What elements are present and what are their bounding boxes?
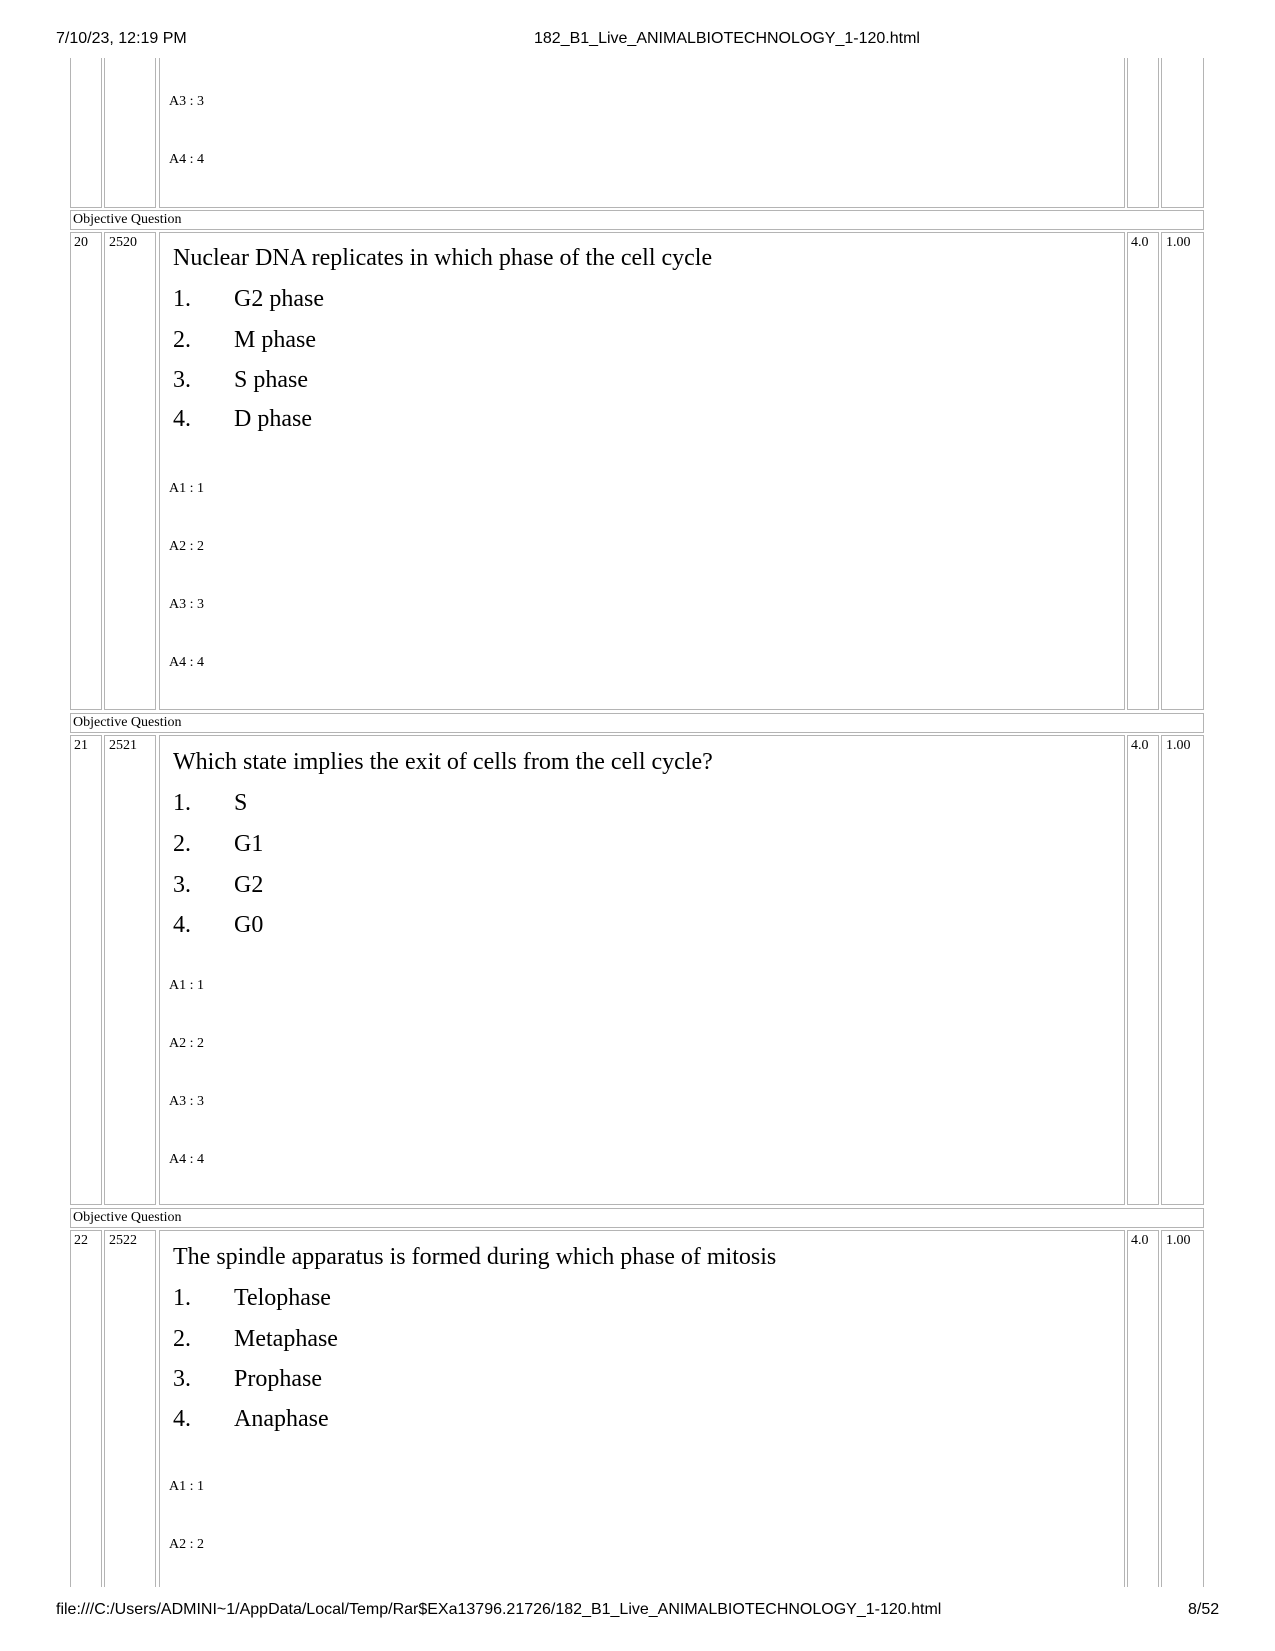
section-label: Objective Question [73, 212, 182, 227]
negative-mark: 1.00 [1166, 235, 1191, 250]
option-text: D phase [234, 406, 312, 432]
question-text: Which state implies the exit of cells from the cell cycle? [173, 749, 713, 775]
answer-label: A2 : 2 [169, 1537, 204, 1552]
option-number: 2. [173, 327, 191, 353]
option-text: Prophase [234, 1366, 322, 1392]
print-file-path: file:///C:/Users/ADMINI~1/AppData/Local/Temp/Rar$EXa13796.21726/182_B1_Live_ANIMALBIOTECHNOLOGY_1-120.html [56, 1601, 942, 1618]
answer-label: A3 : 3 [169, 94, 204, 109]
section-row [70, 1208, 1204, 1228]
qid-cell [104, 735, 156, 1205]
question-mark: 4.0 [1131, 235, 1149, 250]
answer-label: A3 : 3 [169, 1094, 204, 1109]
mark-cell [1127, 58, 1159, 208]
option-text: Anaphase [234, 1406, 329, 1432]
option-number: 4. [173, 406, 191, 432]
mark-cell [1127, 735, 1159, 1205]
section-label: Objective Question [73, 1210, 182, 1225]
negative-cell [1161, 735, 1204, 1205]
mark-cell [1127, 1230, 1159, 1587]
question-serial: 22 [74, 1233, 88, 1248]
option-text: S phase [234, 367, 308, 393]
section-row [70, 210, 1204, 230]
qid-cell [104, 58, 156, 208]
answer-label: A4 : 4 [169, 655, 204, 670]
negative-cell [1161, 232, 1204, 710]
answer-label: A1 : 1 [169, 1479, 204, 1494]
question-serial: 20 [74, 235, 88, 250]
answer-label: A2 : 2 [169, 1036, 204, 1051]
option-number: 4. [173, 912, 191, 938]
option-text: G0 [234, 912, 264, 938]
option-number: 3. [173, 872, 191, 898]
question-id: 2522 [109, 1233, 137, 1248]
negative-mark: 1.00 [1166, 1233, 1191, 1248]
answer-label: A2 : 2 [169, 539, 204, 554]
option-text: Metaphase [234, 1326, 338, 1352]
sno-cell [70, 1230, 102, 1587]
question-mark: 4.0 [1131, 738, 1149, 753]
option-number: 3. [173, 1366, 191, 1392]
option-number: 3. [173, 367, 191, 393]
option-text: M phase [234, 327, 316, 353]
answer-label: A4 : 4 [169, 152, 204, 167]
answer-label: A4 : 4 [169, 1152, 204, 1167]
question-id: 2520 [109, 235, 137, 250]
page-number: 8/52 [1188, 1601, 1220, 1618]
question-id: 2521 [109, 738, 137, 753]
sno-cell [70, 735, 102, 1205]
option-text: G1 [234, 831, 264, 857]
section-row [70, 713, 1204, 733]
section-label: Objective Question [73, 715, 182, 730]
mark-cell [1127, 232, 1159, 710]
question-text: Nuclear DNA replicates in which phase of the cell cycle [173, 245, 713, 271]
answer-label: A1 : 1 [169, 978, 204, 993]
sno-cell [70, 232, 102, 710]
qid-cell [104, 232, 156, 710]
option-number: 1. [173, 286, 191, 312]
option-text: S [234, 790, 248, 816]
qid-cell [104, 1230, 156, 1587]
answer-label: A3 : 3 [169, 597, 204, 612]
print-datetime: 7/10/23, 12:19 PM [56, 30, 187, 47]
option-number: 1. [173, 790, 191, 816]
question-cell [159, 735, 1125, 1205]
question-serial: 21 [74, 738, 88, 753]
option-text: G2 [234, 872, 264, 898]
sno-cell [70, 58, 102, 208]
option-number: 2. [173, 1326, 191, 1352]
negative-cell [1161, 58, 1204, 208]
print-title: 182_B1_Live_ANIMALBIOTECHNOLOGY_1-120.html [534, 30, 920, 47]
negative-cell [1161, 1230, 1204, 1587]
question-text: The spindle apparatus is formed during which phase of mitosis [173, 1244, 777, 1270]
option-text: Telophase [234, 1285, 331, 1311]
question-cell [159, 58, 1125, 208]
answer-label: A1 : 1 [169, 481, 204, 496]
negative-mark: 1.00 [1166, 738, 1191, 753]
question-mark: 4.0 [1131, 1233, 1149, 1248]
option-number: 1. [173, 1285, 191, 1311]
option-number: 2. [173, 831, 191, 857]
option-text: G2 phase [234, 286, 324, 312]
option-number: 4. [173, 1406, 191, 1432]
